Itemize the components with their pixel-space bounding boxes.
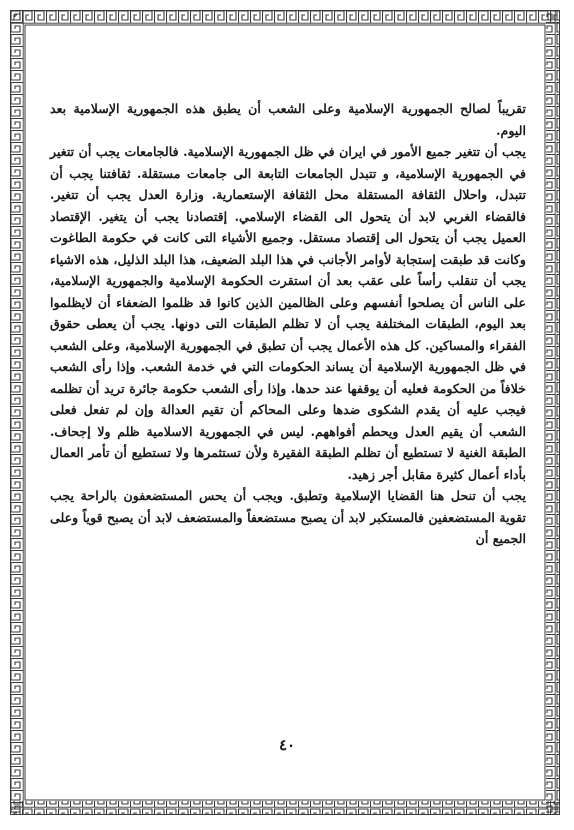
page-number: ٤٠: [278, 736, 296, 754]
page-body: [50, 98, 526, 550]
paragraph-intro: تقريباً لصالح الجمهورية الإسلامية وعلى الشعب أن يطبق هذه الجمهورية الإسلامية بعد اليوم.: [50, 101, 526, 138]
paragraph-main: يجب أن تتغير جميع الأمور في ايران في ظل الجمهورية الإسلامية. فالجامعات يجب أن تتغير في الجمهورية الإسلامية، و تتبدل الجامعات التابعة الى جامعات مستقلة. ثقافتنا يجب أن تتبدل، واحلال الثقافة المستقلة محل الثقافة الإستعمارية. وزارة العدل يجب أن تتغير. فالقضاء الغربي لابد أن يتحول الى القضاء الإسلامي. إقتصادنا يجب أن يتغير. الإقتصاد العميل يجب أن يتحول الى إقتصاد مستقل. وجميع الأشياء التى كانت في حكومة الطاغوت وكانت قد طبقت إستجابة لأوامر الأجانب في هذا البلد الضعيف، هذا البلد الذليل، هذه الاشياء يجب أن تنقلب رأساً على عقب بعد أن استقرت الحكومة الإسلامية والجمهورية الإسلامية، على الناس أن يصلحوا أنفسهم وعلى الظالمين الذين كانوا قد ظلموا الضعفاء أن لايظلموا بعد اليوم، الطبقات المختلفة يجب أن لا تظلم الطبقات التى دونها. يجب أن يعطى حقوق الفقراء والمساكين. كل هذه الأعمال يجب أن تطبق في الجمهورية الإسلامية، وعلى الشعب في ظل الجمهورية الإسلامية أن يساند الحكومات التي في خدمة الشعب. وإذا رأى الشعب خلافاً من الحكومة فعليه أن يوقفها عند حدها. وإذا رأى الشعب حكومة جائرة تريد أن تظلمه فيجب عليه أن يقدم الشكوى ضدها وعلى المحاكم أن تقيم العدالة وإن لم تفعل فعلى الشعب أن يقيم العدل ويحطم أفواههم. ليس في الجمهورية الاسلامية ظلم ولا إجحاف. الطبقة الغنية لا تستطيع أن تظلم الطبقة الفقيرة ولأن تستثمرها ولا تستطيع أن تأمر العمال بأداء أعمال كثيرة مقابل أجر زهيد.: [50, 144, 526, 482]
paragraph-closing: يجب أن تنحل هنا القضايا الإسلامية وتطبق. ويجب أن يحس المستضعفون بالراحة يجب تقوية المستضعفين فالمستكبر لابد أن يصبح مستضعفاً والمستضعف لابد أن يصبح قوياً وعلى الجميع أن: [50, 488, 526, 546]
